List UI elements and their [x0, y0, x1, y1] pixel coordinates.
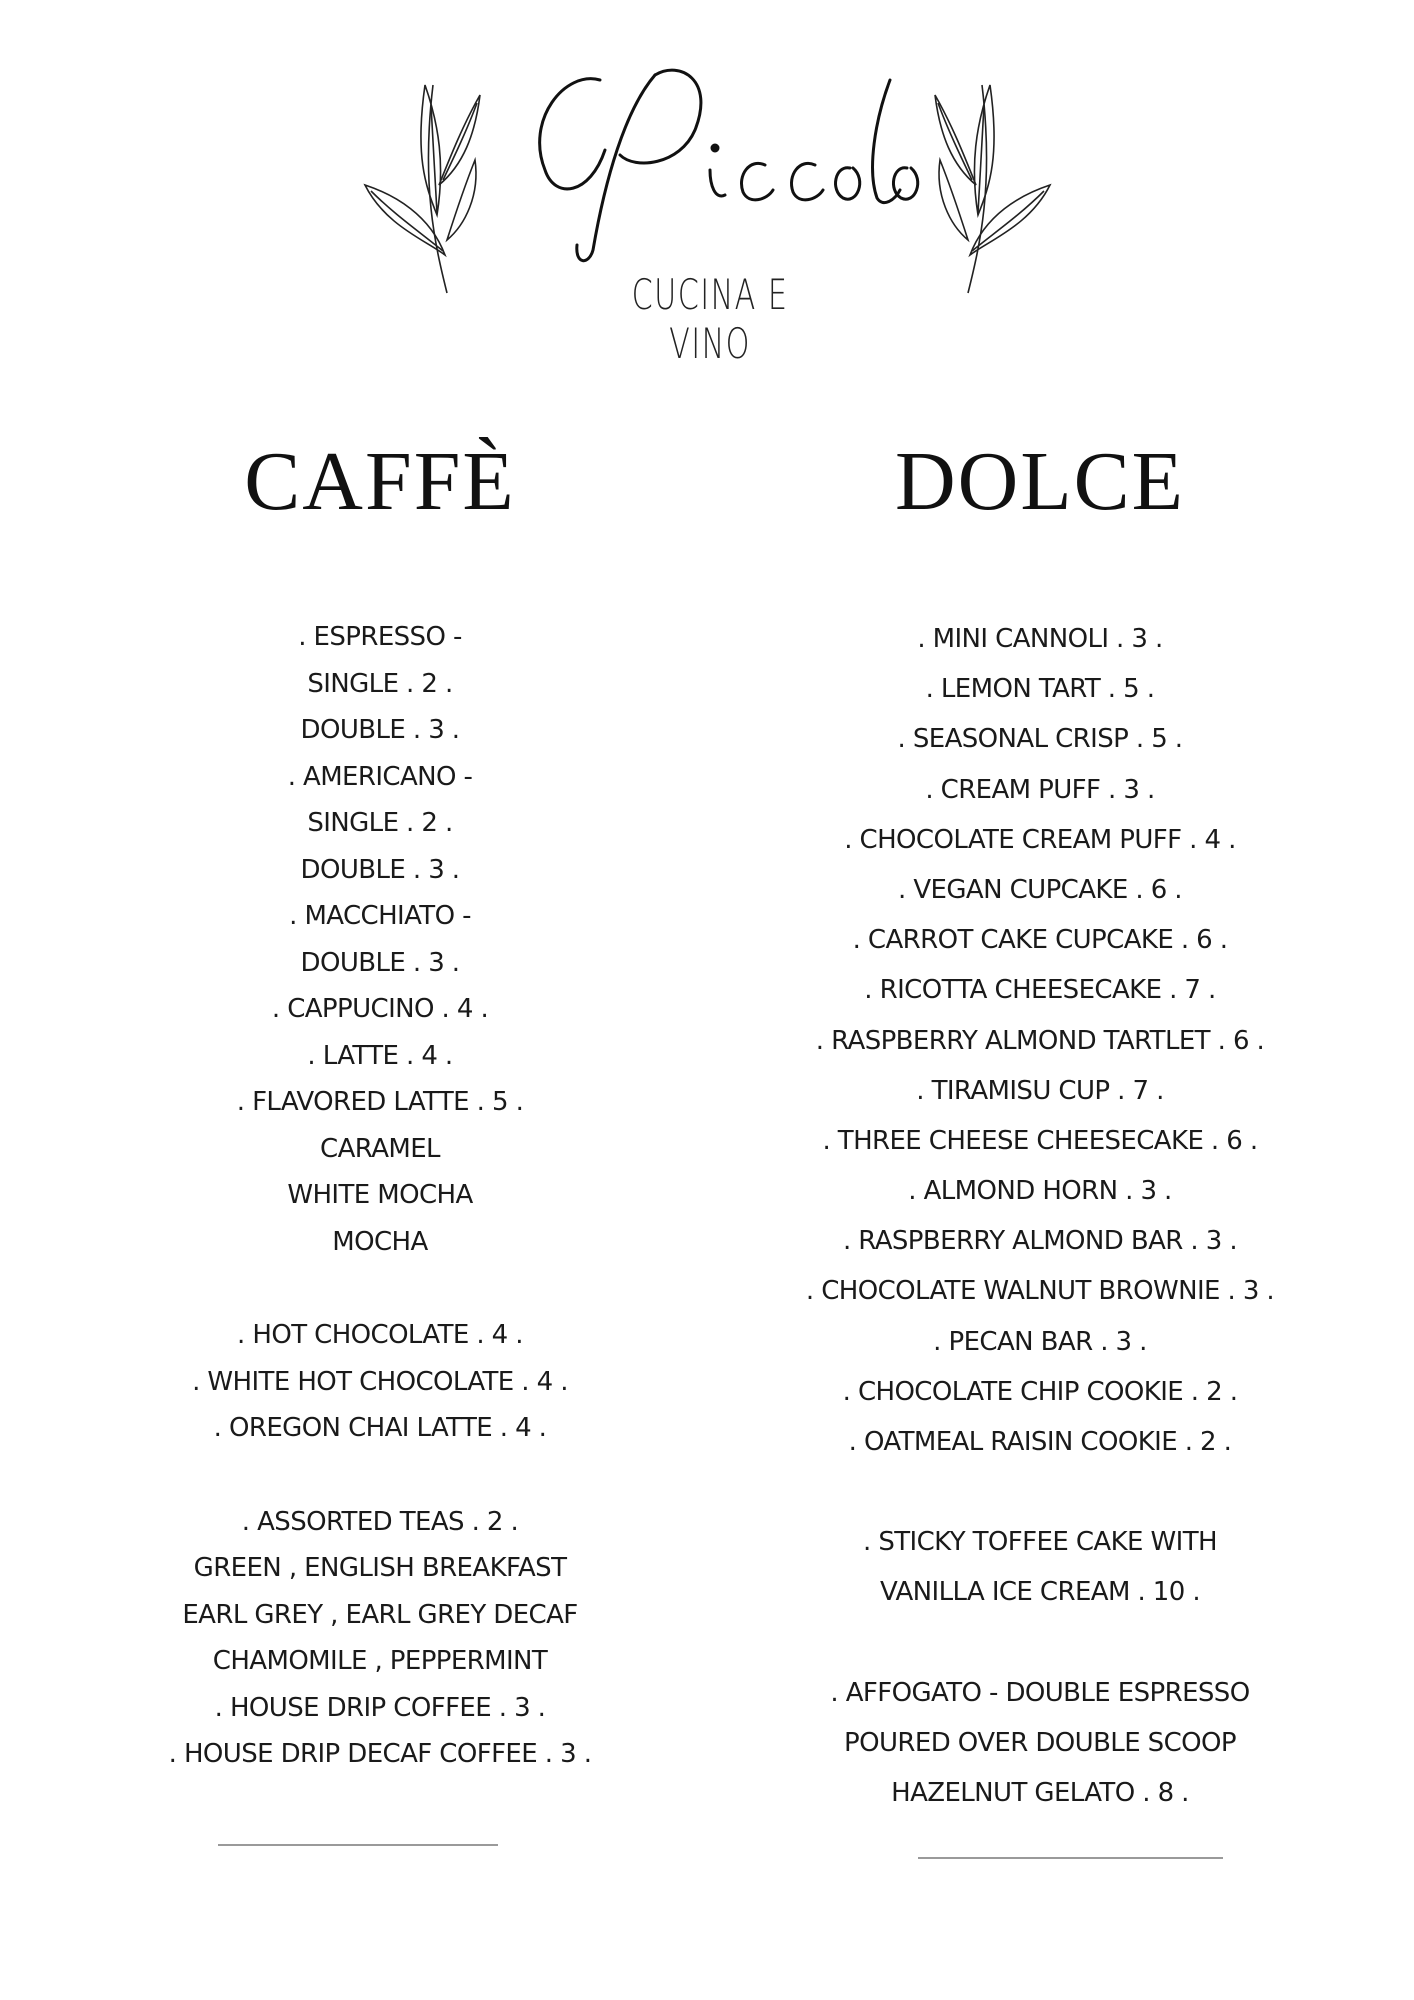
menu-item: . WHITE HOT CHOCOLATE . 4 . [192, 1366, 568, 1397]
menu-item: DOUBLE . 3 . [300, 947, 460, 978]
list-spacer [790, 1618, 1290, 1668]
menu-item: . AMERICANO - [287, 761, 473, 792]
divider-left [218, 1844, 498, 1846]
caffe-item-list [130, 614, 630, 1778]
list-spacer [130, 1452, 630, 1499]
menu-item: . STICKY TOFFEE CAKE WITH [863, 1527, 1217, 1558]
menu-header [0, 40, 1414, 368]
menu-item: CHAMOMILE , PEPPERMINT [212, 1646, 548, 1676]
menu-item: VANILLA ICE CREAM . 10 . [879, 1577, 1201, 1608]
menu-item: . RASPBERRY ALMOND TARTLET . 6 . [815, 1025, 1265, 1056]
menu-item: . CHOCOLATE CHIP COOKIE . 2 . [842, 1376, 1238, 1407]
menu-item: . PECAN BAR . 3 . [933, 1326, 1147, 1357]
menu-item: . ESPRESSO - [298, 622, 462, 652]
menu-item: . LEMON TART . 5 . [925, 674, 1155, 705]
menu-item: . HOUSE DRIP COFFEE . 3 . [214, 1692, 546, 1723]
menu-item: . FLAVORED LATTE . 5 . [236, 1087, 524, 1117]
menu-item: SINGLE . 2 . [307, 668, 453, 699]
menu-item: CARAMEL [320, 1133, 440, 1164]
piccolo-logo [505, 50, 925, 280]
menu-item: . RASPBERRY ALMOND BAR . 3 . [842, 1226, 1238, 1257]
menu-item: DOUBLE . 3 . [300, 854, 460, 885]
menu-item: . TIRAMISU CUP . 7 . [916, 1075, 1164, 1106]
menu-item: . HOUSE DRIP DECAF COFFEE . 3 . [168, 1739, 592, 1769]
menu-item: . CREAM PUFF . 3 . [925, 774, 1155, 805]
dolce-section [790, 430, 1290, 1818]
list-spacer [790, 1467, 1290, 1517]
menu-item: . CAPPUCINO . 4 . [271, 994, 489, 1024]
menu-item: MOCHA [332, 1226, 428, 1257]
list-spacer [130, 1265, 630, 1312]
menu-item: . CHOCOLATE WALNUT BROWNIE . 3 . [805, 1276, 1275, 1307]
menu-item: GREEN , ENGLISH BREAKFAST [193, 1553, 567, 1583]
leaf-branch-right-icon [910, 65, 1060, 295]
menu-item: . CHOCOLATE CREAM PUFF . 4 . [844, 824, 1236, 855]
menu-item: . HOT CHOCOLATE . 4 . [237, 1320, 523, 1350]
menu-item: EARL GREY , EARL GREY DECAF [182, 1599, 578, 1630]
menu-item: SINGLE . 2 . [307, 808, 453, 838]
menu-item: . SEASONAL CRISP . 5 . [897, 724, 1183, 755]
menu-item: . MINI CANNOLI . 3 . [917, 624, 1163, 654]
menu-item: DOUBLE . 3 . [300, 715, 460, 745]
menu-item: . ASSORTED TEAS . 2 . [241, 1506, 519, 1537]
menu-item: . CARROT CAKE CUPCAKE . 6 . [852, 925, 1228, 956]
logo-tagline: CUCINA E VINO [631, 270, 789, 368]
menu-item: . OATMEAL RAISIN COOKIE . 2 . [848, 1427, 1232, 1457]
leaf-branch-left-icon [355, 65, 505, 295]
menu-item: . AFFOGATO - DOUBLE ESPRESSO [830, 1677, 1250, 1708]
dolce-item-list [790, 614, 1290, 1818]
caffe-heading: CAFFÈ [244, 435, 516, 528]
menu-item: . THREE CHEESE CHEESECAKE . 6 . [822, 1125, 1258, 1156]
menu-item: POURED OVER DOUBLE SCOOP [844, 1727, 1236, 1758]
menu-item: WHITE MOCHA [287, 1180, 473, 1210]
dolce-heading: DOLCE [895, 435, 1185, 528]
menu-item: . VEGAN CUPCAKE . 6 . [898, 874, 1182, 905]
menu-item: . LATTE . 4 . [307, 1040, 453, 1071]
menu-item: . MACCHIATO - [289, 901, 471, 931]
divider-right [918, 1857, 1223, 1859]
menu-item: . ALMOND HORN . 3 . [908, 1176, 1172, 1207]
menu-item: . OREGON CHAI LATTE . 4 . [213, 1413, 547, 1443]
caffe-section [130, 430, 630, 1778]
menu-item: . RICOTTA CHEESECAKE . 7 . [864, 975, 1216, 1006]
menu-item: HAZELNUT GELATO . 8 . [891, 1777, 1189, 1808]
